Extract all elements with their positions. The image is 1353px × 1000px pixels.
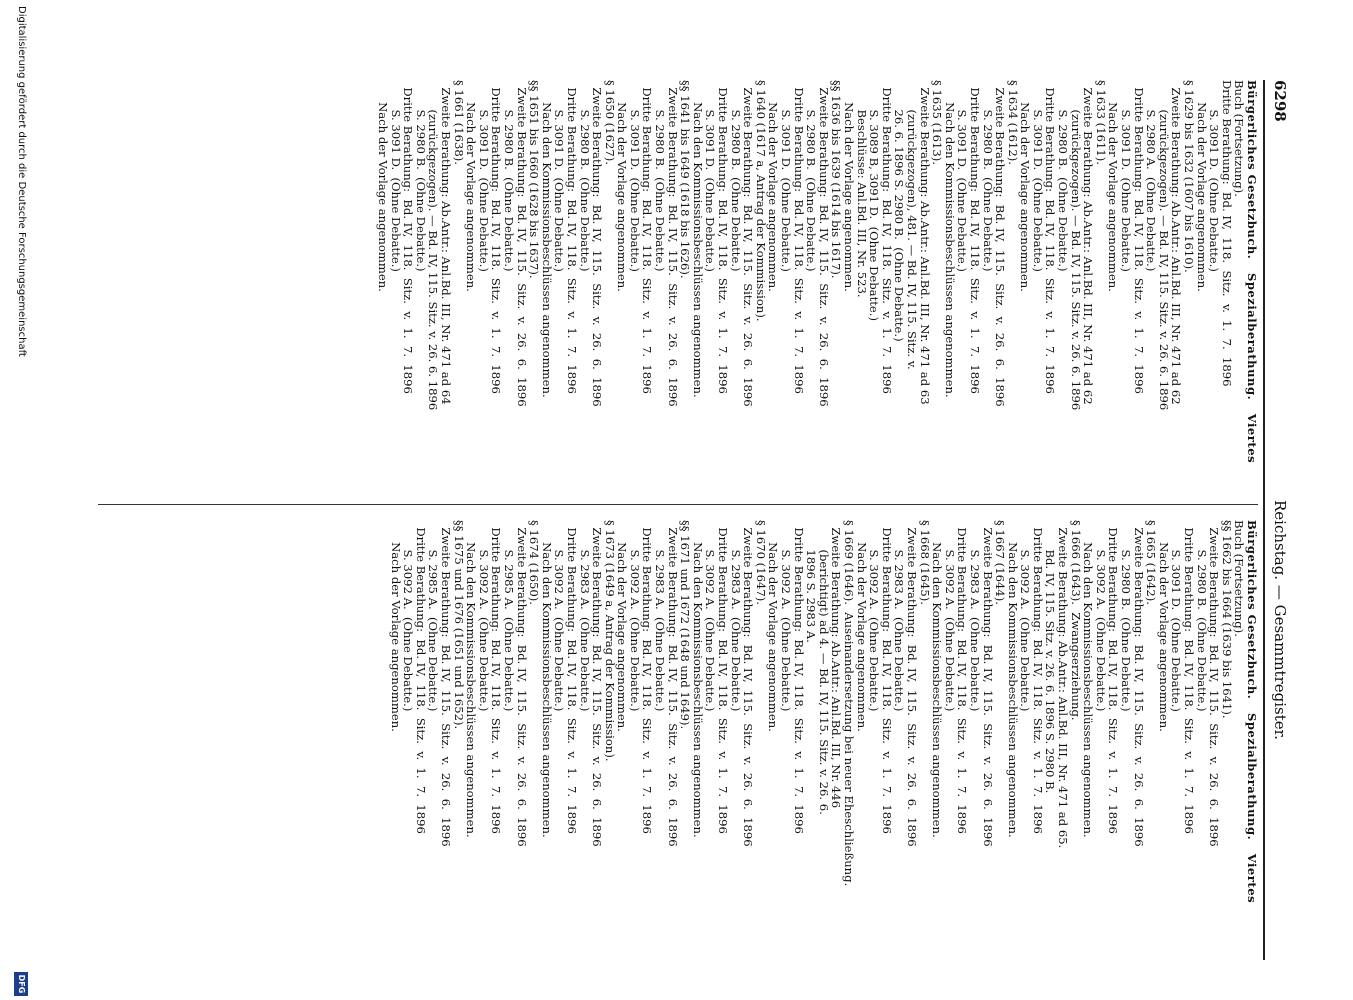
index-line: Dritte Berathung: Bd. IV, 118. Sitz. v. 1. 7. 1896 [564,80,579,394]
index-line: Nach den Kommissionsbeschlüssen angenommen. [930,520,945,838]
page-header [1263,80,1293,960]
left-column [376,80,1258,510]
index-line: S. 2983 A. (Ohne Debatte.) [967,520,982,712]
index-line: S. 3091 D. (Ohne Debatte.) [627,80,642,272]
index-line: §§ 1662 bis 1664 (1639 bis 1641). [1219,520,1234,719]
index-line: Zweite Berathung: Bd. IV, 115. Sitz. v. 26. 6. 1896 [514,80,529,407]
index-line: S. 3091 D. (Ohne Debatte.) [779,80,794,272]
index-line: S. 2983 A. (Ohne Debatte.) [892,520,907,712]
index-line: Nach der Vorlage angenommen. [842,80,856,292]
index-line: S. 2980 B. (Ohne Debatte.) [1194,520,1209,712]
index-line: 26. 6. 1896 S. 2980 B. (Ohne Debatte.) [892,80,907,342]
index-line: S. 3092 A. (Ohne Debatte.) [867,520,882,712]
index-line: §§ 1651 bis 1660 (1628 bis 1637). [527,80,542,279]
index-line: Zweite Berathung: Bd. IV, 115. Sitz. v. 26. 6. 1896 [665,520,680,847]
index-line: Bürgerliches Gesetzbuch. Spezialberathung. Viertes [1245,80,1259,464]
index-line: Dritte Berathung: Bd. IV, 118. Sitz. v. 1. 7. 1896 [1043,80,1058,394]
index-line: § 1629 bis 1632 (1607 bis 1610). [1182,80,1197,273]
index-line: § 1669 (1646). Auseinandersetzung bei neuer Eheschließung. [842,520,856,887]
index-line: Dritte Berathung: Bd. IV, 118. Sitz. v. 1. 7. 1896 [716,80,731,394]
index-line: (berichtigt) ad 4. — Bd. IV, 115. Sitz. v. 26. 6. [816,520,831,815]
index-line: S. 3091 D. (Ohne Debatte.) [955,80,970,272]
index-line: Dritte Berathung: Bd. IV, 118. Sitz. v. 1. 7. 1896 [640,520,655,834]
index-line: § 1635 (1613). [930,80,945,165]
header-rule [1263,80,1265,960]
index-line: Zweite Berathung: Ab.Antr.: Anl.Bd. III, Nr. 446 [829,520,844,809]
index-line: §§ 1671 und 1672 (1648 und 1649). [678,520,693,730]
index-line: § 1634 (1612). [1005,80,1020,165]
index-line: Nach der Vorlage angenommen. [376,80,391,292]
index-line: Nach der Vorlage angenommen. [1194,80,1209,292]
index-line: S. 3091 D. (Ohne Debatte.) [388,80,403,272]
index-line: § 1668 (1645). [917,520,932,605]
index-line: Dritte Berathung: Bd. IV, 118. Sitz. v. 1. 7. 1896 [879,520,894,834]
index-line: Nach den Kommissionsbeschlüssen angenommen. [464,520,479,838]
index-line: S. 2983 A. (Ohne Debatte.) [653,520,668,712]
index-line: Zweite Berathung: Bd. IV, 115. Sitz. v. 26. 6. 1896 [816,80,831,407]
index-line: Dritte Berathung: Bd. IV, 118. Sitz. v. 1. 7. 1896 [564,520,579,834]
index-line: 1896 S. 2983 A. [804,520,819,643]
index-line: Zweite Berathung: Ab.Antr.: Anl.Bd. III, Nr. 471 ad 63 [917,80,932,405]
index-line: §§ 1675 und 1676 (1651 und 1652). [451,520,466,730]
index-line: Dritte Berathung: Bd. IV, 118. Sitz. v. 1. 7. 1896 [489,80,504,394]
index-line: S. 2980 B. (Ohne Debatte.) [728,80,743,272]
index-line: Nach der Vorlage angenommen. [766,80,781,292]
index-line: § 1666 (1643). Zwangserziehung. [1068,520,1083,721]
running-head: Reichstag. — Gesammtregister. [1271,500,1289,740]
index-line: Nach den Kommissionsbeschlüssen angenommen. [690,80,705,398]
index-line: Nach den Kommissionsbeschlüssen angenommen. [1005,520,1020,838]
index-line: Nach der Vorlage angenommen. [1156,520,1171,732]
index-line: Nach der Vorlage angenommen. [766,520,781,732]
index-line: S. 3091 D. (Ohne Debatte.) [552,80,567,272]
index-line: Nach der Vorlage angenommen. [464,80,479,292]
index-line: Zweite Berathung: Bd. IV, 115. Sitz. v. 26. 6. 1896 [665,80,680,407]
index-line: S. 3092 A. (Ohne Debatte.) [1018,520,1033,712]
index-line: § 1633 (1611). [1093,80,1108,165]
index-line: S. 3091 D. (Ohne Debatte.) [703,80,718,272]
index-line: (zurückgezogen). — Bd. IV, 115. Sitz. v. 26. 6. 1896 [1156,80,1171,411]
index-line: Dritte Berathung: Bd. IV, 118. Sitz. v. 1. 7. 1896 [489,520,504,834]
index-line: Zweite Berathung: Ab.Antr.: Anl.Bd. III, Nr. 471 ad 65. [1056,520,1071,849]
index-line: Nach der Vorlage angenommen. [615,80,630,292]
index-line: Nach den Kommissionsbeschlüssen angenommen. [942,80,957,398]
index-line: S. 2985 A. (Ohne Debatte.) [426,520,441,712]
index-line: S. 3091 D. (Ohne Debatte.) [1119,80,1134,272]
footer-credit: Digitalisierung gefördert durch die Deutsche Forschungsgemeinschaft [16,6,27,357]
index-line: Buch (Fortsetzung). [1232,520,1247,637]
index-line: Nach der Vorlage angenommen. [615,520,630,732]
index-line: S. 3091 D. (Ohne Debatte.) [476,80,491,272]
index-line: Zweite Berathung: Bd. IV, 115. Sitz. v. 26. 6. 1896 [904,520,919,847]
index-line: Bd. IV, 115. Sitz. v. 26. 6. 1896 S. 2980 B. [1043,520,1058,794]
index-line: § 1673 (1649 a, Antrag der Kommission). [602,520,617,762]
index-line: S. 3091 D. (Ohne Debatte.) [1169,520,1184,712]
index-line: Dritte Berathung: Bd. IV, 118. Sitz. v. 1. 7. 1896 [955,520,970,834]
digitization-footer [10,0,30,1000]
index-line: Nach der Vorlage angenommen. [1018,80,1033,292]
index-line: Zweite Berathung: Ab.Antr.: Anl.Bd. III, Nr. 471 ad 62 [1081,80,1096,405]
column-divider [98,504,1258,505]
index-line: Zweite Berathung: Ab.Antr.: Anl.Bd. III, Nr. 471 ad 64 [439,80,453,405]
index-line: § 1670 (1647). [753,520,768,605]
index-line: § 1674 (1650). [527,520,542,605]
index-line: S. 2983 A. (Ohne Debatte.) [728,520,743,712]
index-line: Zweite Berathung: Bd. IV, 115. Sitz. v. 26. 6. 1896 [1207,520,1222,847]
index-line: S. 2985 A. (Ohne Debatte.) [501,520,516,712]
index-line: Dritte Berathung: Bd. IV, 118. Sitz. v. 1. 7. 1896 [1182,520,1197,834]
index-line: S. 3092 A. (Ohne Debatte.) [627,520,642,712]
index-line: S. 3092 A. (Ohne Debatte.) [476,520,491,712]
index-line: S. 2980 B. (Ohne Debatte.) [501,80,516,272]
index-line: §§ 1636 bis 1639 (1614 bis 1617). [829,80,844,279]
index-line: S. 2980 B. (Ohne Debatte.) [653,80,668,272]
right-column [389,520,1258,950]
index-line: (zurückgezogen). — Bd. IV, 115. Sitz. v. 26. 6. 1896 [426,80,441,411]
index-line: Bürgerliches Gesetzbuch. Spezialberathung. Viertes [1245,520,1259,904]
index-line: Zweite Berathung: Bd. IV, 115. Sitz. v. 26. 6. 1896 [741,80,756,407]
index-line: S. 3091 D. (Ohne Debatte.) [1030,80,1045,272]
index-line: Beschlüsse: Anl.Bd. III, Nr. 523. [854,80,869,298]
index-line: Dritte Berathung: Bd. IV, 118. Sitz. v. 1. 7. 1896 [1030,520,1045,834]
index-line: Nach den Kommissionsbeschlüssen angenommen. [539,520,554,838]
index-line: S. 2980 B. (Ohne Debatte.) [804,80,819,272]
index-line: Dritte Berathung: Bd. IV, 118. Sitz. v. 1. 7. 1896 [1131,80,1146,394]
index-line: Nach der Vorlage angenommen. [1106,80,1121,292]
index-line: § 1667 (1644). [993,520,1008,605]
index-line: Nach den Kommissionsbeschlüssen angenommen. [539,80,554,398]
index-line: Zweite Berathung: Bd. IV, 115. Sitz. v. 26. 6. 1896 [993,80,1008,407]
index-line: S. 3089 B, 3091 D. (Ohne Debatte.) [867,80,882,321]
index-line: Dritte Berathung: Bd. IV, 118. Sitz. v. 1. 7. 1896 [1106,520,1121,834]
index-line: Buch (Fortsetzung). [1232,80,1247,197]
index-line: Dritte Berathung: Bd. IV, 118. Sitz. v. 1. 7. 1896 [413,520,428,834]
index-line: S. 2980 B. (Ohne Debatte.) [980,80,995,272]
index-line: Dritte Berathung: Bd. IV, 118. Sitz. v. 1. 7. 1896 [640,80,655,394]
index-line: Nach der Vorlage angenommen. [388,520,403,732]
index-line: Zweite Berathung: Bd. IV, 115. Sitz. v. 26. 6. 1896 [590,520,605,847]
page-number: 6298 [1271,80,1289,122]
dfg-logo: DFG [14,972,28,996]
index-line: Dritte Berathung: Bd. IV, 118. Sitz. v. 1. 7. 1896 [716,520,731,834]
index-line: S. 3091 D. (Ohne Debatte.) [1207,80,1222,272]
index-line: S. 2980 B. (Ohne Debatte.) [577,80,592,272]
index-line: Dritte Berathung: Bd. IV, 118. Sitz. v. 1. 7. 1896 [791,80,806,394]
index-line: S. 3092 A. (Ohne Debatte.) [703,520,718,712]
index-line: S. 3092 A. (Ohne Debatte.) [1093,520,1108,712]
index-line: Nach den Kommissionsbeschlüssen angenommen. [1081,520,1096,838]
index-line: Zweite Berathung: Bd. IV, 115. Sitz. v. 26. 6. 1896 [590,80,605,407]
index-line: Dritte Berathung: Bd. IV, 118. Sitz. v. 1. 7. 1896 [791,520,806,834]
index-line: Dritte Berathung: Bd. IV, 118. Sitz. v. 1. 7. 1896 [967,80,982,394]
index-line: Nach den Kommissionsbeschlüssen angenommen. [690,520,705,838]
index-line: S. 2980 B. (Ohne Debatte.) [1119,520,1134,712]
index-line: S. 2983 A. (Ohne Debatte.) [577,520,592,712]
index-line: § 1640 (1617 a, Antrag der Kommission). [753,80,768,322]
index-line: S. 2980 A. (Ohne Debatte.) [1144,80,1159,272]
index-line: Dritte Berathung: Bd. IV, 118. Sitz. v. 1. 7. 1896 [401,80,416,394]
index-line: Dritte Berathung: Bd. IV, 118. Sitz. v. 1. 7. 1896 [1219,80,1234,387]
index-line: Nach der Vorlage angenommen. [854,520,869,732]
index-line: (zurückgezogen), 481. — Bd. IV, 115. Sitz. v. [904,80,919,370]
index-line: Zweite Berathung: Ab.Antr.: Anl.Bd. III, Nr. 471 ad 62 [1169,80,1184,405]
index-line: § 1665 (1642). [1144,520,1159,605]
index-line: S. 3092 A. (Ohne Debatte.) [942,520,957,712]
index-line: Zweite Berathung: Bd. IV, 115. Sitz. v. 26. 6. 1896 [439,520,453,847]
index-line: S. 2980 B. (Ohne Debatte.) [1056,80,1071,272]
index-line: § 1650 (1627). [602,80,617,165]
index-line: Dritte Berathung: Bd. IV, 118. Sitz. v. 1. 7. 1896 [879,80,894,394]
index-line: Zweite Berathung: Bd. IV, 115. Sitz. v. 26. 6. 1896 [514,520,529,847]
index-line: S. 2980 B. (Ohne Debatte.) [413,80,428,272]
index-line: Zweite Berathung: Bd. IV, 115. Sitz. v. 26. 6. 1896 [980,520,995,847]
index-line: S. 3092 A. (Ohne Debatte.) [779,520,794,712]
index-line: Zweite Berathung: Bd. IV, 115. Sitz. v. 26. 6. 1896 [741,520,756,847]
index-line: §§ 1641 bis 1649 (1618 bis 1626). [678,80,693,279]
index-line: S. 3092 A. (Ohne Debatte.) [401,520,416,712]
index-line: (zurückgezogen). — Bd. IV, 115. Sitz. v. 26. 6. 1896 [1068,80,1083,411]
index-line: Zweite Berathung: Bd. IV, 115. Sitz. v. 26. 6. 1896 [1131,520,1146,847]
index-line: § 1661 (1638). [451,80,466,165]
index-line: S. 3092 A. (Ohne Debatte.) [552,520,567,712]
